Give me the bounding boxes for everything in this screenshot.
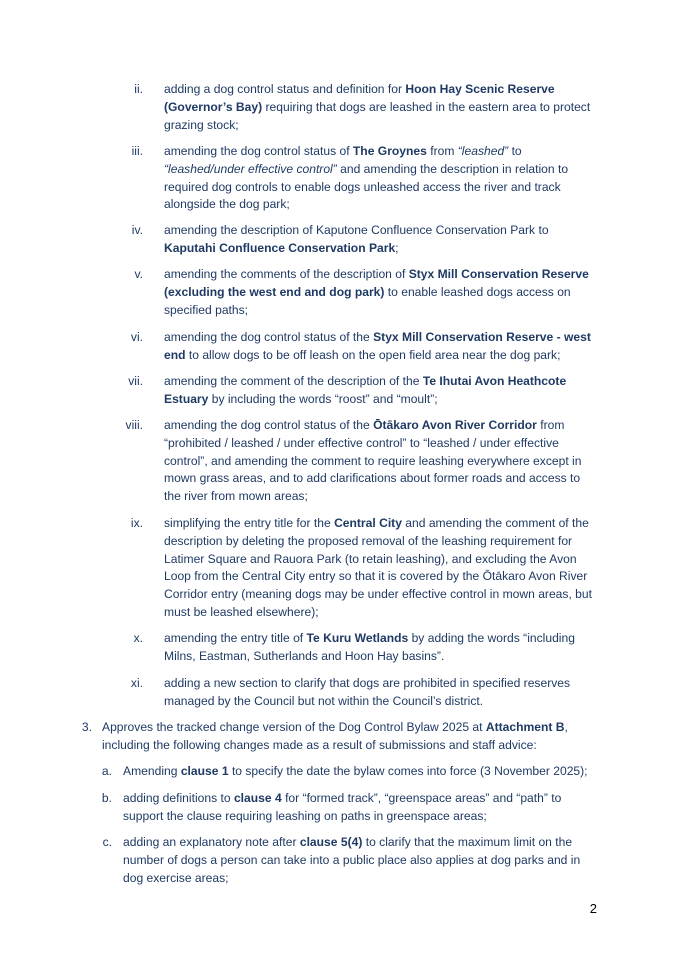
list-number: v. bbox=[134, 267, 143, 281]
list-text: adding definitions to clause 4 for “formed track”, “greenspace areas” and “path” to support the clause requiring leashing on paths in greenspace areas; bbox=[123, 791, 562, 823]
list-number: c. bbox=[102, 835, 112, 849]
list-number: b. bbox=[101, 791, 112, 805]
list-number: viii. bbox=[125, 418, 143, 432]
list-number: iii. bbox=[131, 144, 143, 158]
list-number: vii. bbox=[128, 374, 143, 388]
list-text: Amending clause 1 to specify the date the bylaw comes into force (3 November 2025); bbox=[123, 764, 588, 778]
list-text: amending the entry title of Te Kuru Wetlands by adding the words “including Milns, Eastman, Sutherlands and Hoon Hay basins”. bbox=[164, 631, 575, 663]
list-text: amending the comment of the description of the Te Ihutai Avon Heathcote Estuary by including the words “roost” and “moult”; bbox=[164, 374, 567, 406]
list-text: adding a new section to clarify that dogs are prohibited in specified reserves managed by the Council but not within the Council’s district. bbox=[164, 676, 571, 708]
list-text: simplifying the entry title for the Central City and amending the comment of the description by deleting the proposed removal of the leashing requirement for Latimer Square and Rauora Park (to retain leashing), and excluding the Avon Loop from the Central City entry so that it is covered by the Ōtākaro Avon River Corridor entry (meaning dogs may be under effective control in mown areas, but must be leashed elsewhere); bbox=[164, 516, 592, 619]
list-number: x. bbox=[133, 631, 143, 645]
list-text: adding an explanatory note after clause 5(4) to clarify that the maximum limit on the number of dogs a person can take into a public place also applies at dog parks and in dog exercise areas; bbox=[123, 835, 581, 885]
list-number: a. bbox=[101, 764, 112, 778]
list-text: amending the dog control status of the Ōtākaro Avon River Corridor from “prohibited / leashed / under effective control” to “leashed / under effective control”, and amending the comment to require leashing everywhere except in mown grass areas, and to add clarifications about former roads and access to the river from mown areas; bbox=[164, 418, 582, 504]
page-number: 2 bbox=[589, 901, 597, 916]
list-text: amending the dog control status of The Groynes from “leashed” to “leashed/under effective control” and amending the description in relation to required dog controls to enable dogs unleashed access the river and track alongside the dog park; bbox=[164, 144, 569, 212]
list-text: amending the comments of the description of Styx Mill Conservation Reserve (excluding the west end and dog park) to enable leashed dogs access on specified paths; bbox=[164, 267, 589, 317]
list-number: ii. bbox=[134, 82, 143, 96]
list-number: 3. bbox=[81, 720, 92, 734]
list-text: adding a dog control status and definition for Hoon Hay Scenic Reserve (Governor’s Bay) requiring that dogs are leashed in the eastern area to protect grazing stock; bbox=[164, 82, 591, 132]
list-text: Approves the tracked change version of the Dog Control Bylaw 2025 at Attachment B, including the following changes made as a result of submissions and staff advice: bbox=[102, 720, 568, 752]
list-number: vi. bbox=[130, 330, 143, 344]
list-number: ix. bbox=[130, 516, 143, 530]
list-number: xi. bbox=[130, 676, 143, 690]
list-text: amending the description of Kaputone Confluence Conservation Park to Kaputahi Confluence Conservation Park; bbox=[164, 223, 549, 255]
list-text: amending the dog control status of the Styx Mill Conservation Reserve - west end to allow dogs to be off leash on the open field area near the dog park; bbox=[164, 330, 591, 362]
list-number: iv. bbox=[131, 223, 143, 237]
